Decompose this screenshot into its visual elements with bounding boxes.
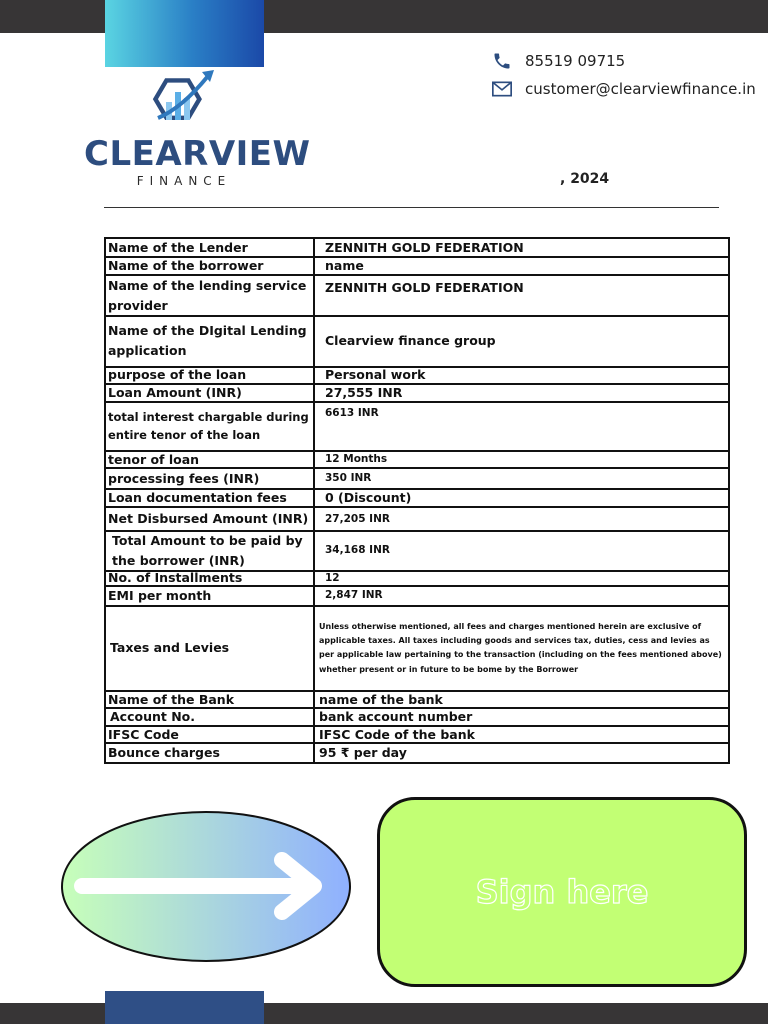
phone-number: 85519 09715 bbox=[525, 52, 626, 70]
row-value: bank account number bbox=[319, 709, 473, 724]
growth-chart-logo-icon bbox=[148, 68, 216, 132]
sign-here-button[interactable] bbox=[377, 797, 747, 987]
sign-here-label: Sign here bbox=[475, 873, 649, 911]
row-label: Name of the borrower bbox=[106, 258, 315, 274]
table-row bbox=[106, 587, 728, 607]
contact-email bbox=[492, 80, 756, 98]
table-row bbox=[106, 403, 728, 453]
row-value: 27,205 INR bbox=[325, 512, 390, 525]
row-label: Net Disbursed Amount (INR) bbox=[106, 508, 315, 530]
row-value: Clearview finance group bbox=[325, 333, 496, 349]
top-accent-block bbox=[105, 0, 264, 67]
row-value: 34,168 INR bbox=[325, 544, 390, 557]
row-value: Personal work bbox=[325, 367, 426, 383]
brand-subtitle: FINANCE bbox=[136, 174, 232, 188]
table-row bbox=[106, 572, 728, 587]
table-row bbox=[106, 239, 728, 258]
row-value: ZENNITH GOLD FEDERATION bbox=[325, 280, 524, 295]
document-date: , 2024 bbox=[560, 171, 610, 187]
header-divider bbox=[104, 207, 719, 208]
loan-details-table bbox=[104, 237, 730, 764]
table-row bbox=[106, 469, 728, 490]
phone-icon bbox=[492, 51, 512, 71]
table-row bbox=[106, 368, 728, 385]
row-value: 2,847 INR bbox=[325, 589, 383, 602]
row-value: 350 INR bbox=[325, 472, 372, 485]
row-label: Loan Amount (INR) bbox=[106, 385, 315, 401]
row-label: Name of the Bank bbox=[106, 692, 315, 707]
row-label: Total Amount to be paid by the borrower (INR) bbox=[106, 532, 315, 570]
table-row bbox=[106, 709, 728, 727]
row-label: Name of the lending service provider bbox=[106, 276, 315, 315]
table-row bbox=[106, 508, 728, 532]
row-label: Loan documentation fees bbox=[106, 490, 315, 506]
brand-name: CLEARVIEW bbox=[84, 134, 311, 174]
envelope-icon bbox=[492, 81, 512, 97]
table-row bbox=[106, 317, 728, 368]
row-value: 27,555 INR bbox=[325, 384, 403, 400]
row-value: 6613 INR bbox=[325, 406, 379, 419]
row-label: EMI per month bbox=[106, 587, 315, 605]
row-value: 12 Months bbox=[325, 453, 388, 466]
row-value: ZENNITH GOLD FEDERATION bbox=[325, 239, 524, 255]
row-value: 12 bbox=[325, 571, 340, 584]
table-row bbox=[106, 490, 728, 508]
row-label: Taxes and Levies bbox=[106, 607, 315, 690]
right-arrow-icon[interactable] bbox=[60, 810, 352, 963]
table-row bbox=[106, 452, 728, 469]
table-row bbox=[106, 258, 728, 276]
row-label: Account No. bbox=[106, 709, 315, 725]
row-value: 95 ₹ per day bbox=[319, 745, 407, 760]
contact-phone bbox=[492, 51, 625, 71]
table-row bbox=[106, 744, 728, 762]
row-value: 0 (Discount) bbox=[325, 490, 412, 506]
row-label: No. of Installments bbox=[106, 572, 315, 585]
table-row bbox=[106, 532, 728, 572]
table-row bbox=[106, 276, 728, 317]
row-label: purpose of the loan bbox=[106, 368, 315, 383]
email-address: customer@clearviewfinance.in bbox=[525, 80, 756, 98]
row-label: tenor of loan bbox=[106, 452, 315, 467]
table-row bbox=[106, 385, 728, 403]
table-row bbox=[106, 727, 728, 744]
row-label: Name of the DIgital Lending application bbox=[106, 317, 315, 366]
row-label: total interest chargable during entire tenor of the loan bbox=[106, 403, 315, 451]
row-value: IFSC Code of the bank bbox=[319, 727, 475, 742]
table-row bbox=[106, 607, 728, 692]
row-value: name of the bank bbox=[319, 692, 443, 707]
row-label: Name of the Lender bbox=[106, 239, 315, 256]
table-row bbox=[106, 692, 728, 709]
row-label: Bounce charges bbox=[106, 744, 315, 762]
row-value: name bbox=[325, 258, 364, 273]
row-value: Unless otherwise mentioned, all fees and charges mentioned herein are exclusive of applicable taxes. All taxes including goods and services tax, duties, cess and levies as per applicable law pertaining to the transaction (including on the fees mentioned above) whether present or in future to be bome by the Borrower bbox=[319, 621, 722, 674]
row-label: IFSC Code bbox=[106, 727, 315, 742]
bottom-accent-block bbox=[105, 991, 264, 1024]
row-label: processing fees (INR) bbox=[106, 469, 315, 488]
